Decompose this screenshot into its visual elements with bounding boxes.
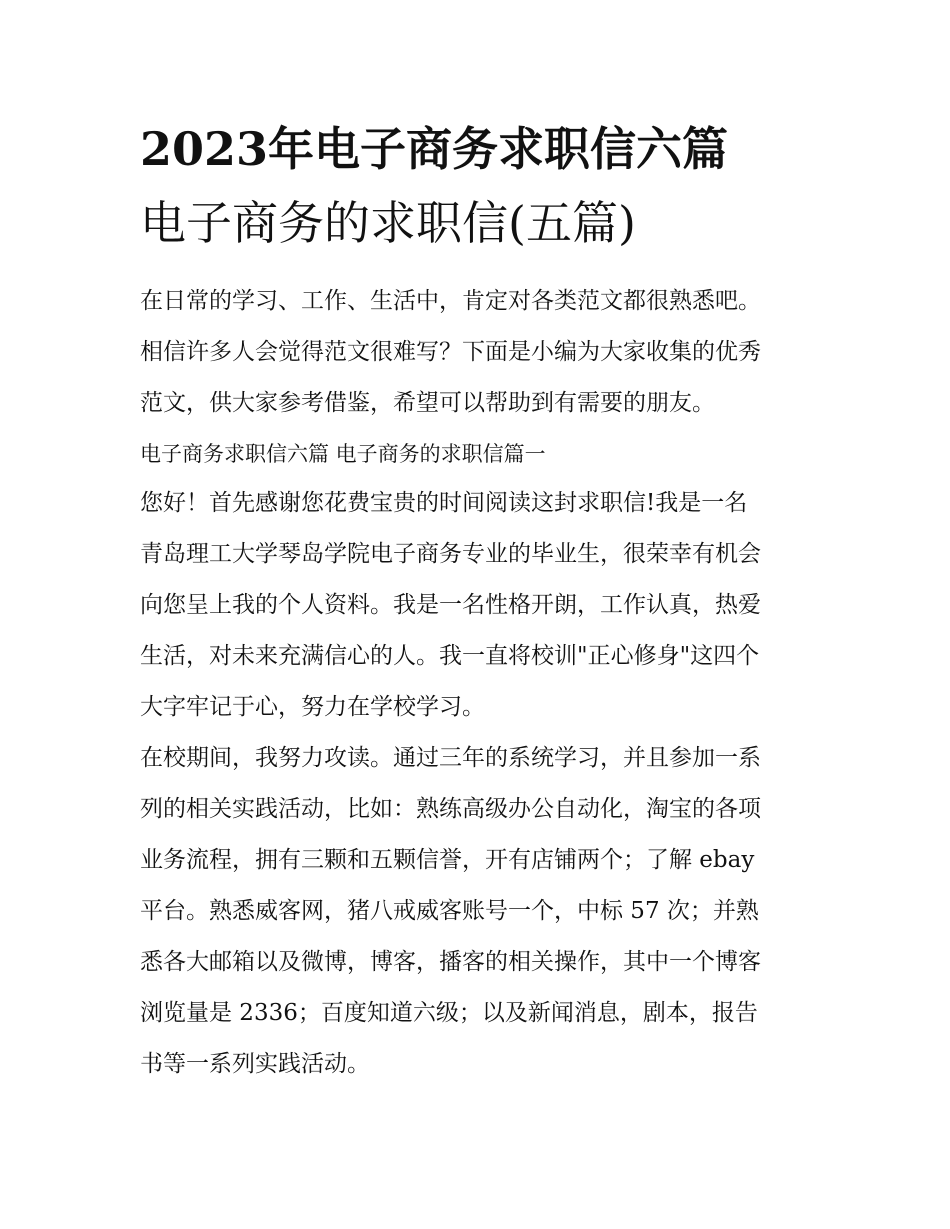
body-line-8: 生活，对未来充满信心的人。我一直将校训"正心修身"这四个 bbox=[140, 643, 760, 669]
body-line-3: 范文，供大家参考借鉴，希望可以帮助到有需要的朋友。 bbox=[140, 390, 715, 416]
title-line-2: 电子商务的求职信(五篇) bbox=[140, 196, 636, 250]
body-line-10: 在校期间，我努力攻读。通过三年的系统学习，并且参加一系 bbox=[140, 745, 761, 771]
body-line-13: 平台。熟悉威客网，猪八戒威客账号一个，中标 57 次；并熟 bbox=[140, 898, 759, 924]
body-line-16: 书等一系列实践活动。 bbox=[140, 1051, 370, 1077]
document-title bbox=[140, 112, 840, 260]
section-heading: 电子商务求职信六篇 电子商务的求职信篇一 bbox=[140, 442, 546, 466]
body-line-1: 在日常的学习、工作、生活中，肯定对各类范文都很熟悉吧。 bbox=[140, 288, 761, 314]
title-line-1: 2023年电子商务求职信六篇 bbox=[140, 122, 729, 176]
body-line-14: 悉各大邮箱以及微博，博客，播客的相关操作，其中一个博客 bbox=[140, 949, 761, 975]
body-line-15: 浏览量是 2336；百度知道六级；以及新闻消息，剧本，报告 bbox=[140, 1000, 758, 1026]
body-line-7: 向您呈上我的个人资料。我是一名性格开朗，工作认真，热爱 bbox=[140, 592, 761, 618]
body-line-6: 青岛理工大学琴岛学院电子商务专业的毕业生，很荣幸有机会 bbox=[140, 541, 761, 567]
document-body bbox=[140, 280, 820, 1094]
body-line-12: 业务流程，拥有三颗和五颗信誉，开有店铺两个；了解 ebay bbox=[140, 847, 755, 873]
body-line-2: 相信许多人会觉得范文很难写？下面是小编为大家收集的优秀 bbox=[140, 339, 761, 365]
body-line-11: 列的相关实践活动，比如：熟练高级办公自动化，淘宝的各项 bbox=[140, 796, 761, 822]
body-line-9: 大字牢记于心，努力在学校学习。 bbox=[140, 694, 485, 720]
body-line-5: 您好！首先感谢您花费宝贵的时间阅读这封求职信!我是一名 bbox=[140, 490, 748, 516]
